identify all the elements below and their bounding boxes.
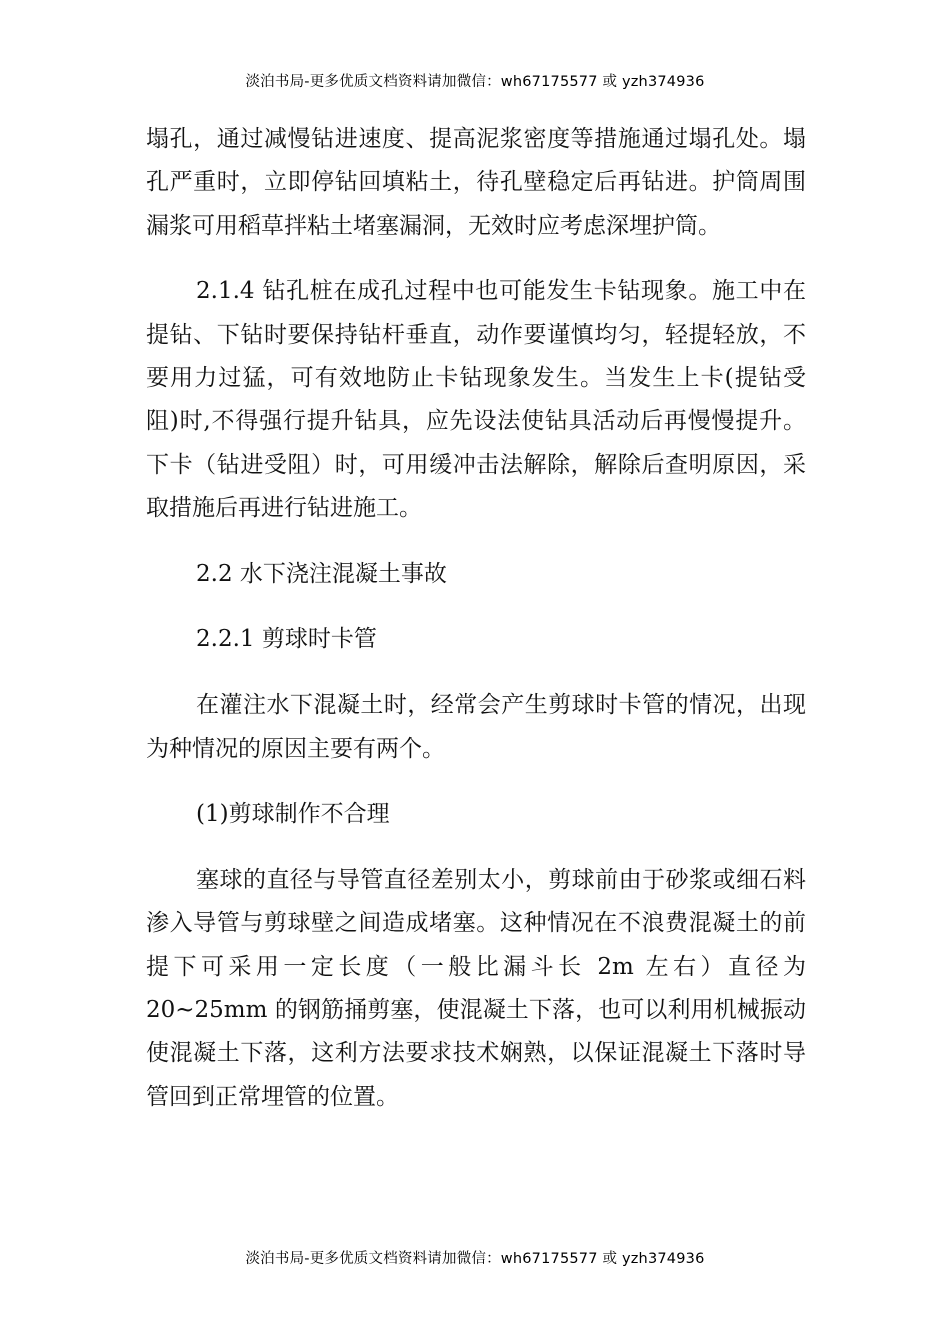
list-item-cause-1: (1)剪球制作不合理 — [196, 801, 390, 828]
subsection-heading-ball-cutting: 2.2.1 剪球时卡管 — [196, 626, 377, 653]
document-body — [146, 118, 806, 1119]
section-heading-underwater-concrete: 2.2 水下浇注混凝土事故 — [196, 560, 447, 587]
page-footer: 淡泊书局-更多优质文档资料请加微信：wh67175577 或 yzh374936 — [245, 1251, 705, 1267]
paragraph-stuck-drill: 2.1.4 钻孔桩在成孔过程中也可能发生卡钻现象。施工中在提钻、下钻时要保持钻杆垂直，动作要谨慎均匀，轻提轻放，不要用力过猛，可有效地防止卡钻现象发生。当发生上卡(提钻受阻)时,不得强行提升钻具，应先设法使钻具活动后再慢慢提升。下卡（钻进受阻）时，可用缓冲击法解除，解除后查明原因，采取措施后再进行钻进施工。 — [146, 278, 806, 521]
paragraph-ball-cutting-intro: 在灌注水下混凝土时，经常会产生剪球时卡管的情况，出现为种情况的原因主要有两个。 — [146, 692, 806, 762]
page-header: 淡泊书局-更多优质文档资料请加微信：wh67175577 或 yzh374936 — [245, 74, 705, 90]
paragraph-collapse-handling: 塌孔，通过减慢钻进速度、提高泥浆密度等措施通过塌孔处。塌孔严重时，立即停钻回填粘土，待孔壁稳定后再钻进。护筒周围漏浆可用稻草拌粘土堵塞漏洞，无效时应考虑深埋护筒。 — [146, 126, 806, 239]
paragraph-plug-ball-detail: 塞球的直径与导管直径差别太小，剪球前由于砂浆或细石料渗入导管与剪球壁之间造成堵塞。这种情况在不浪费混凝土的前提下可采用一定长度（一般比漏斗长 2m 左右）直径为 20~25mm 的钢筋捅剪塞，使混凝土下落，也可以利用机械振动使混凝土下落，这利方法要求技术娴熟，以保证混凝土下落时导管回到正常埋管的位置。 — [146, 867, 806, 1110]
